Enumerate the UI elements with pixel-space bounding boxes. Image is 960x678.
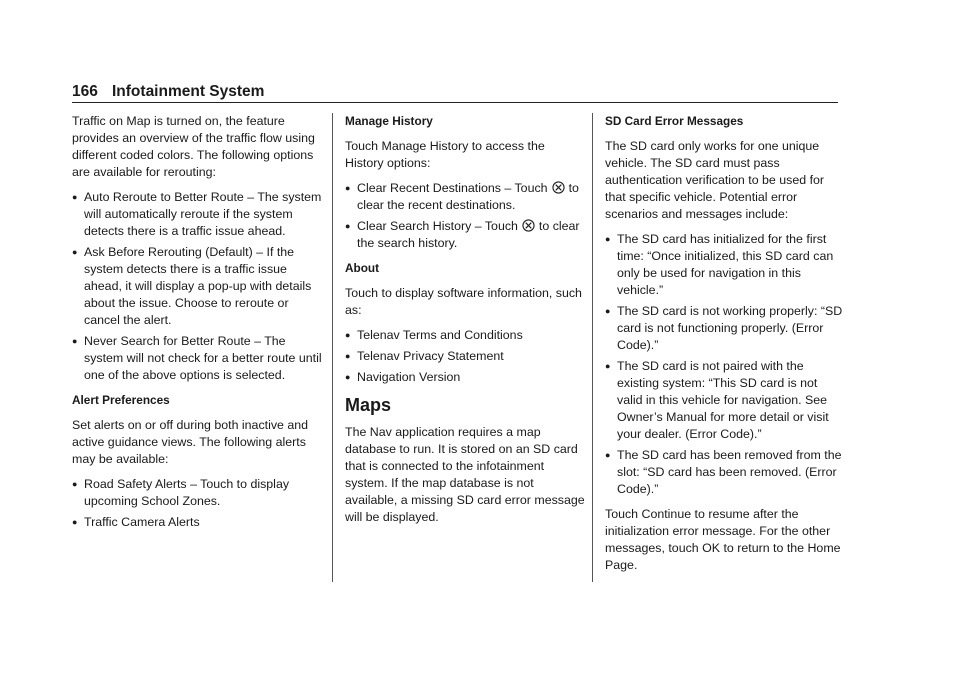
clear-x-icon [552, 181, 565, 194]
sd-intro: The SD card only works for one unique vehicle. The SD card must pass authentication verification to be used for that specific vehicle. Potential error scenarios and messages include: [605, 139, 825, 221]
traffic-intro: Traffic on Map is turned on, the feature provides an overview of the traffic flow using different coded colors. The following options are available for rerouting: [72, 114, 315, 179]
bullet-icon: ● [345, 351, 351, 361]
list-item: ● Telenav Privacy Statement [345, 349, 504, 363]
list-item: ● Traffic Camera Alerts [72, 515, 200, 529]
list-item: ● Navigation Version [345, 370, 461, 384]
closing-text: Touch Continue to resume after the initialization error message. For the other messages, touch OK to return to the Home Page. [605, 507, 841, 572]
column-divider [332, 113, 333, 582]
manage-history-heading: Manage History [345, 114, 433, 128]
page-header [72, 80, 838, 103]
sd-error-heading: SD Card Error Messages [605, 114, 744, 128]
list-item: ● Telenav Terms and Conditions [345, 328, 523, 342]
list-item: ● The SD card has been removed from the slot: “SD card has been removed. (Error Code).” [605, 448, 842, 496]
list-item: ● Clear Recent Destinations – Touch to clear the recent destinations. [345, 181, 579, 212]
bullet-icon: ● [605, 450, 611, 460]
list-item: ● Road Safety Alerts – Touch to display upcoming School Zones. [72, 477, 290, 508]
alert-preferences-heading: Alert Preferences [72, 393, 170, 407]
list-item: ● Auto Reroute to Better Route – The system will automatically reroute if the system detects there is a traffic issue ahead. [72, 190, 322, 238]
bullet-icon: ● [345, 183, 351, 193]
alert-intro: Set alerts on or off during both inactive and active guidance views. The following alerts may be available: [72, 418, 309, 466]
bullet-icon: ● [345, 372, 351, 382]
bullet-icon: ● [72, 247, 78, 257]
list-item: ● The SD card is not working properly: “SD card is not functioning properly. (Error Code).” [605, 304, 843, 352]
alerts-list [72, 476, 324, 531]
column-divider [592, 113, 593, 582]
bullet-icon: ● [72, 336, 78, 346]
column-2 [345, 113, 585, 534]
list-item: ● Ask Before Rerouting (Default) – If the system detects there is a traffic issue ahead, it will display a pop-up with details about the issue. Choose to reroute or cancel the alert. [72, 245, 312, 327]
clear-x-icon [522, 219, 535, 232]
section-title: Infotainment System [112, 83, 265, 100]
about-list [345, 327, 585, 386]
maps-text: The Nav application requires a map database to run. It is stored on an SD card that is connected to the infotainment system. If the map database is not available, a missing SD card error message will be displayed. [345, 425, 585, 524]
bullet-icon: ● [72, 517, 78, 527]
sd-errors-list [605, 231, 843, 498]
about-intro: Touch to display software information, such as: [345, 286, 582, 317]
list-item: ● Clear Search History – Touch to clear the search history. [345, 219, 580, 250]
list-item: ● The SD card has initialized for the first time: “Once initialized, this SD card can only be used for navigation in this vehicle.” [605, 232, 834, 297]
bullet-icon: ● [605, 306, 611, 316]
bullet-icon: ● [605, 361, 611, 371]
bullet-icon: ● [605, 234, 611, 244]
list-item: ● Never Search for Better Route – The system will not check for a better route until one of the above options is selected. [72, 334, 322, 382]
bullet-icon: ● [72, 192, 78, 202]
bullet-icon: ● [345, 330, 351, 340]
bullet-icon: ● [345, 221, 351, 231]
column-3 [605, 113, 843, 582]
column-1 [72, 113, 324, 539]
maps-heading: Maps [345, 395, 392, 415]
page-number: 166 [72, 83, 98, 100]
history-options-list [345, 180, 585, 252]
list-item: ● The SD card is not paired with the existing system: “This SD card is not valid in this vehicle for navigation. See Owner’s Manual for more detail or visit your dealer. (Error Code).” [605, 359, 829, 441]
history-intro: Touch Manage History to access the History options: [345, 139, 545, 170]
reroute-options-list [72, 189, 324, 384]
bullet-icon: ● [72, 479, 78, 489]
about-heading: About [345, 261, 380, 275]
